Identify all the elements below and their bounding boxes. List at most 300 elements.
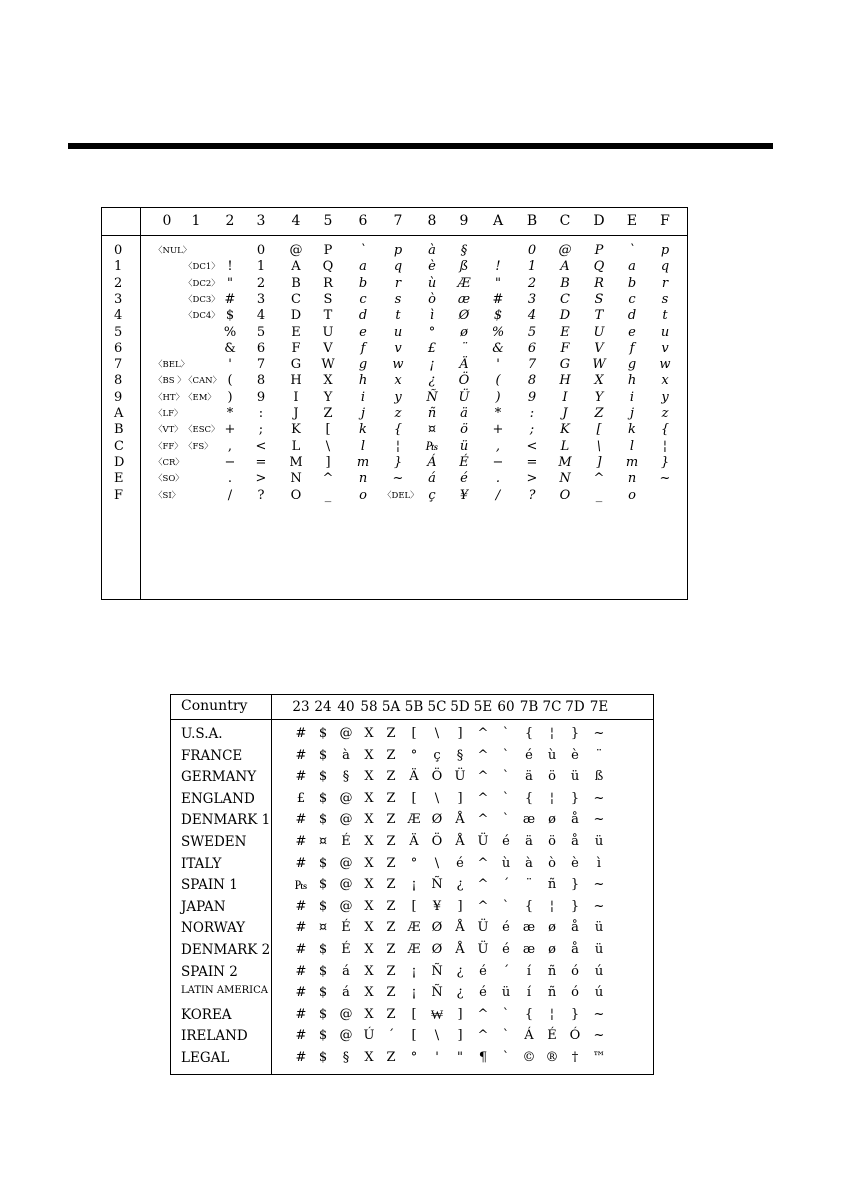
country-character-cell: ™ [592, 1050, 606, 1065]
column-header: 8 [427, 213, 437, 229]
character-cell: y [661, 389, 669, 405]
country-character-cell: É [341, 834, 351, 849]
column-header: D [593, 213, 605, 229]
country-character-cell: Z [386, 942, 396, 957]
character-cell: B [291, 275, 301, 291]
character-cell: q [660, 259, 670, 275]
character-cell: k [359, 422, 367, 438]
country-character-cell: ¦ [549, 790, 555, 806]
country-character-cell: ù [501, 855, 511, 871]
column-header: 2 [225, 213, 235, 229]
character-cell: E [291, 324, 301, 340]
country-character-cell: { [524, 1006, 534, 1022]
country-character-cell: ñ [547, 963, 557, 979]
country-character-cell: Ö [431, 834, 443, 849]
country-character-cell: ` [502, 898, 510, 914]
character-cell: ¡ [429, 357, 435, 373]
country-character-cell: ^ [477, 726, 489, 741]
country-character-cell: á [342, 985, 350, 1001]
country-character-cell: Z [386, 855, 396, 871]
character-cell: = [255, 454, 267, 470]
country-character-cell: @ [339, 790, 353, 806]
country-character-cell: Z [386, 1006, 396, 1022]
character-cell: ¥ [459, 487, 469, 503]
country-character-cell: Z [386, 769, 396, 785]
country-code-header: 23 [292, 699, 310, 715]
country-character-cell: ü [594, 834, 604, 849]
country-name: SWEDEN [181, 834, 247, 850]
country-character-cell: @ [339, 855, 353, 871]
character-cell: s [661, 291, 669, 307]
character-cell: − [224, 454, 236, 470]
character-cell: ° [428, 324, 436, 340]
row-header: 4 [114, 308, 123, 324]
character-cell: N [559, 471, 571, 487]
control-code-label: 〈FS〉 [184, 441, 213, 452]
character-cell: d [358, 308, 368, 324]
character-cell: $ [225, 308, 235, 324]
country-character-cell: [ [411, 1028, 417, 1044]
column-header: 1 [191, 213, 201, 229]
table-divider-vertical [140, 208, 141, 599]
character-cell: # [492, 291, 504, 307]
column-header: 0 [162, 213, 172, 229]
country-character-cell: X [364, 877, 374, 893]
country-character-cell: é [502, 834, 510, 849]
country-name: ENGLAND [181, 790, 255, 807]
character-cell: m [356, 454, 370, 470]
country-character-cell: Ñ [431, 877, 443, 893]
country-character-cell: ` [502, 769, 510, 785]
character-cell: [ [325, 422, 331, 438]
character-cell: 0 [256, 243, 266, 258]
table-divider-vertical [271, 695, 272, 1074]
country-character-cell: X [364, 790, 374, 806]
country-character-cell: # [295, 812, 307, 828]
row-header: 2 [114, 275, 123, 291]
country-character-cell: ~ [593, 1006, 605, 1022]
character-cell: ] [596, 454, 602, 470]
character-cell: ( [227, 373, 233, 389]
character-cell: C [560, 291, 570, 307]
character-cell: 〈DEL〉 [383, 490, 419, 501]
character-cell: ? [528, 487, 536, 503]
character-cell: * [494, 406, 502, 421]
row-header: 7 [114, 357, 123, 373]
country-character-cell: å [571, 920, 579, 936]
country-character-cell: ' [435, 1050, 439, 1065]
country-name: SPAIN 2 [181, 963, 238, 980]
country-character-cell: æ [522, 942, 536, 957]
control-code-label: 〈ESC〉 [184, 425, 220, 436]
country-character-cell: $ [318, 790, 328, 806]
character-cell: ~ [392, 471, 404, 487]
country-character-cell: ó [571, 963, 579, 979]
character-cell: q [393, 259, 403, 275]
character-cell: p [660, 243, 670, 258]
column-header: 7 [393, 213, 403, 229]
country-character-cell: X [364, 747, 374, 763]
character-cell: S [323, 291, 333, 307]
country-character-cell: ä [525, 769, 533, 785]
country-character-cell: á [342, 963, 350, 979]
character-cell: V [594, 340, 604, 356]
country-character-cell: ^ [477, 769, 489, 785]
country-code-header: 7C [542, 699, 562, 715]
character-cell: a [628, 259, 636, 275]
country-character-cell: Ñ [431, 985, 443, 1001]
character-cell: C [291, 291, 301, 307]
country-character-cell: ^ [477, 877, 489, 893]
character-cell: à [428, 243, 436, 258]
character-cell: L [291, 438, 301, 454]
country-character-cell: \ [434, 726, 440, 741]
country-character-cell: # [295, 963, 307, 979]
country-character-cell: £ [296, 790, 306, 806]
character-cell: Ø [458, 308, 470, 324]
country-character-cell: ¤ [318, 834, 328, 849]
character-cell: % [491, 324, 505, 340]
table-divider-horizontal [171, 719, 653, 720]
country-character-cell: } [570, 726, 580, 741]
country-character-cell: # [295, 834, 307, 849]
row-header: 1 [114, 259, 123, 275]
country-character-cell: X [364, 1006, 374, 1022]
character-cell: $ [493, 308, 503, 324]
character-cell: f [360, 340, 366, 356]
country-character-cell: { [524, 898, 534, 914]
character-cell: M [289, 454, 303, 470]
country-character-cell: ~ [593, 812, 605, 828]
row-header: D [114, 454, 125, 470]
country-character-cell: ñ [547, 877, 557, 893]
character-cell: N [290, 471, 302, 487]
control-code-label: 〈SI〉 [154, 490, 181, 501]
character-cell: 3 [527, 291, 537, 307]
country-character-cell: ¨ [595, 747, 603, 763]
country-character-cell: # [295, 942, 307, 957]
country-character-cell: ` [502, 1006, 510, 1022]
character-cell: æ [457, 291, 471, 307]
country-character-cell: ø [548, 920, 556, 936]
character-cell: a [359, 259, 367, 275]
country-character-cell: X [364, 942, 374, 957]
control-code-label: 〈DC4〉 [184, 311, 220, 322]
character-cell: : [258, 406, 264, 421]
character-cell: u [660, 324, 670, 340]
control-code-label: 〈DC2〉 [184, 278, 220, 289]
country-character-cell: Z [386, 963, 396, 979]
character-cell: D [290, 308, 302, 324]
character-cell: _ [595, 487, 603, 503]
character-cell: T [323, 308, 333, 324]
character-cell: § [460, 243, 468, 258]
character-cell: @ [289, 243, 303, 258]
character-cell: R [594, 275, 604, 291]
column-header: 3 [256, 213, 266, 229]
country-character-cell: å [571, 812, 579, 828]
character-cell: F [560, 340, 570, 356]
country-character-cell: # [295, 726, 307, 741]
country-character-cell: Ñ [431, 963, 443, 979]
country-character-cell: † [571, 1050, 579, 1065]
character-cell: X [594, 373, 604, 389]
character-cell: U [593, 324, 605, 340]
character-cell: @ [558, 243, 572, 258]
country-character-cell: ₩ [430, 1007, 444, 1023]
character-cell: \ [596, 438, 602, 454]
country-character-cell: æ [522, 812, 536, 828]
country-character-cell: } [570, 898, 580, 914]
character-cell: h [358, 373, 368, 389]
character-cell: { [393, 422, 403, 438]
country-character-cell: @ [339, 898, 353, 914]
character-cell: b [627, 275, 637, 291]
country-character-cell: é [479, 963, 487, 979]
character-cell: n [358, 471, 368, 487]
character-cell: I [562, 389, 568, 405]
character-cell: o [359, 487, 367, 503]
character-cell: A [291, 259, 301, 275]
country-character-cell: @ [339, 1028, 353, 1044]
country-character-cell: $ [318, 855, 328, 871]
character-cell: ; [529, 422, 535, 438]
character-cell: Ñ [426, 389, 438, 405]
country-character-cell: ` [502, 747, 510, 763]
country-character-cell: Ó [569, 1028, 581, 1044]
country-character-cell: Z [386, 747, 396, 763]
country-character-cell: Ä [409, 834, 419, 849]
column-header: 4 [291, 213, 301, 229]
character-cell: ñ [427, 406, 437, 421]
character-cell: 1 [527, 259, 537, 275]
country-character-cell: ` [502, 726, 510, 741]
country-character-cell: æ [522, 920, 536, 936]
character-cell: ß [459, 259, 469, 275]
country-character-cell: É [341, 942, 351, 957]
character-cell: < [526, 438, 538, 454]
character-cell: G [290, 357, 302, 373]
country-character-cell: X [364, 963, 374, 979]
country-character-cell: Æ [407, 942, 421, 957]
table-divider-horizontal [102, 235, 687, 236]
character-cell: c [628, 291, 636, 307]
character-cell: A [560, 259, 570, 275]
character-cell: p [393, 243, 403, 258]
character-cell: ^ [593, 471, 605, 487]
character-cell: } [393, 454, 403, 470]
control-code-label: 〈DC1〉 [184, 262, 220, 273]
country-character-cell: \ [434, 855, 440, 871]
country-character-cell: í [526, 963, 532, 979]
character-cell: r [394, 275, 402, 291]
country-character-cell: ¦ [549, 898, 555, 914]
country-character-cell: Ü [477, 834, 489, 849]
country-character-cell: ¿ [456, 985, 464, 1001]
country-character-cell: é [502, 942, 510, 957]
country-character-cell: ´ [502, 877, 510, 893]
country-character-cell: ₧ [294, 878, 308, 894]
character-cell: h [627, 373, 637, 389]
country-code-header: 7B [519, 699, 539, 715]
country-character-cell: } [570, 1006, 580, 1022]
character-cell: v [394, 340, 402, 356]
country-character-cell: Å [455, 942, 465, 957]
character-cell: V [323, 340, 333, 356]
country-name: NORWAY [181, 920, 246, 937]
country-character-cell: ~ [593, 726, 605, 741]
country-name: GERMANY [181, 769, 257, 786]
country-character-cell: ò [548, 855, 556, 871]
country-character-cell: ù [547, 747, 557, 763]
country-name: U.S.A. [181, 726, 223, 742]
character-cell: 5 [527, 324, 537, 340]
character-cell: i [629, 389, 635, 405]
character-cell: é [460, 471, 468, 487]
country-character-cell: Z [386, 985, 396, 1001]
country-character-cell: Ü [454, 769, 466, 785]
character-cell: m [625, 454, 639, 470]
country-character-cell: ö [548, 834, 556, 849]
character-cell: i [360, 389, 366, 405]
character-cell: ) [495, 389, 501, 405]
country-code-header: 58 [360, 699, 378, 715]
control-code-label: 〈NUL〉 [154, 246, 192, 256]
character-cell: − [492, 454, 504, 470]
row-header: 0 [114, 243, 123, 258]
country-character-cell: ^ [477, 855, 489, 871]
character-cell: < [255, 438, 267, 454]
character-cell: ¦ [662, 438, 668, 454]
character-cell: ü [459, 438, 469, 454]
country-code-header: 60 [497, 699, 515, 715]
character-cell: Ö [458, 373, 470, 389]
country-code-header: 7D [565, 699, 585, 715]
column-header: B [526, 213, 538, 229]
character-cell: y [394, 389, 402, 405]
country-character-cell: ^ [477, 747, 489, 763]
country-character-cell: \ [434, 790, 440, 806]
character-cell: v [661, 340, 669, 356]
control-code-label: 〈VT〉 [154, 425, 183, 436]
character-cell: + [492, 422, 504, 438]
country-name: IRELAND [181, 1028, 248, 1045]
country-character-cell: ¥ [432, 898, 442, 914]
character-cell: k [628, 422, 636, 438]
country-character-cell: ¿ [456, 877, 464, 893]
country-character-cell: Z [386, 920, 396, 936]
country-character-cell: $ [318, 769, 328, 785]
country-character-cell: Ö [431, 769, 443, 785]
row-header: 6 [114, 340, 123, 356]
country-character-cell: $ [318, 1050, 328, 1065]
country-character-cell: X [364, 769, 374, 785]
country-character-cell: ä [525, 834, 533, 849]
country-character-cell: @ [339, 1006, 353, 1022]
country-character-cell: ] [457, 726, 463, 741]
country-character-cell: ^ [477, 812, 489, 828]
character-cell: W [592, 357, 606, 373]
character-cell: U [322, 324, 334, 340]
character-cell: e [628, 324, 636, 340]
country-character-cell: [ [411, 1006, 417, 1022]
country-character-cell: Å [455, 812, 465, 828]
character-cell: + [224, 422, 236, 438]
character-cell: ^ [322, 471, 334, 487]
character-cell: J [562, 406, 568, 421]
character-cell: ) [227, 389, 233, 405]
country-character-cell: $ [318, 726, 328, 741]
country-character-cell: Æ [407, 920, 421, 936]
character-cell: j [360, 406, 366, 421]
character-cell: R [323, 275, 333, 291]
country-character-cell: ~ [593, 898, 605, 914]
country-character-cell: ç [433, 747, 441, 763]
character-cell: " [495, 275, 501, 291]
character-cell: 4 [256, 308, 266, 324]
character-cell: = [526, 454, 538, 470]
character-cell: % [223, 324, 237, 340]
character-cell: # [224, 291, 236, 307]
character-cell: ä [460, 406, 468, 421]
character-cell: 9 [527, 389, 537, 405]
country-character-cell: Ø [431, 920, 443, 936]
country-character-cell: ° [410, 747, 418, 763]
character-cell: 7 [256, 357, 266, 373]
country-character-cell: } [570, 790, 580, 806]
character-cell: ` [628, 243, 636, 258]
character-cell: Z [323, 406, 333, 421]
country-character-cell: § [342, 1050, 350, 1065]
row-header: F [114, 487, 124, 503]
character-cell: ` [359, 243, 367, 258]
country-character-cell: ø [548, 942, 556, 957]
country-character-cell: Ú [363, 1028, 375, 1044]
country-character-cell: ´ [387, 1028, 395, 1044]
country-character-cell: " [457, 1050, 463, 1065]
country-character-cell: ] [457, 790, 463, 806]
row-header: 5 [114, 324, 123, 340]
character-cell: l [629, 438, 635, 454]
country-code-header: 7E [589, 699, 609, 715]
country-character-cell: ` [502, 812, 510, 828]
character-cell: & [224, 340, 236, 356]
country-character-cell: # [295, 898, 307, 914]
row-header: 8 [114, 373, 123, 389]
country-character-cell: $ [318, 942, 328, 957]
country-name: ITALY [181, 855, 222, 872]
country-character-cell: X [364, 985, 374, 1001]
country-character-cell: Ø [431, 942, 443, 957]
character-cell: . [495, 471, 501, 487]
character-cell: 5 [256, 324, 266, 340]
character-cell: D [559, 308, 571, 324]
country-character-cell: Z [386, 812, 396, 828]
control-code-label: 〈BEL〉 [154, 360, 190, 371]
country-character-cell: ^ [477, 790, 489, 806]
character-cell: s [394, 291, 402, 307]
country-character-cell: ¿ [456, 963, 464, 979]
character-cell: K [291, 422, 301, 438]
character-cell: Z [594, 406, 604, 421]
character-cell: g [627, 357, 637, 373]
country-code-header: 5E [473, 699, 493, 715]
country-character-cell: Ä [409, 769, 419, 785]
country-character-cell: { [524, 726, 534, 741]
control-code-label: 〈BS 〉 [154, 376, 186, 387]
character-cell: H [559, 373, 571, 389]
column-header: C [559, 213, 571, 229]
